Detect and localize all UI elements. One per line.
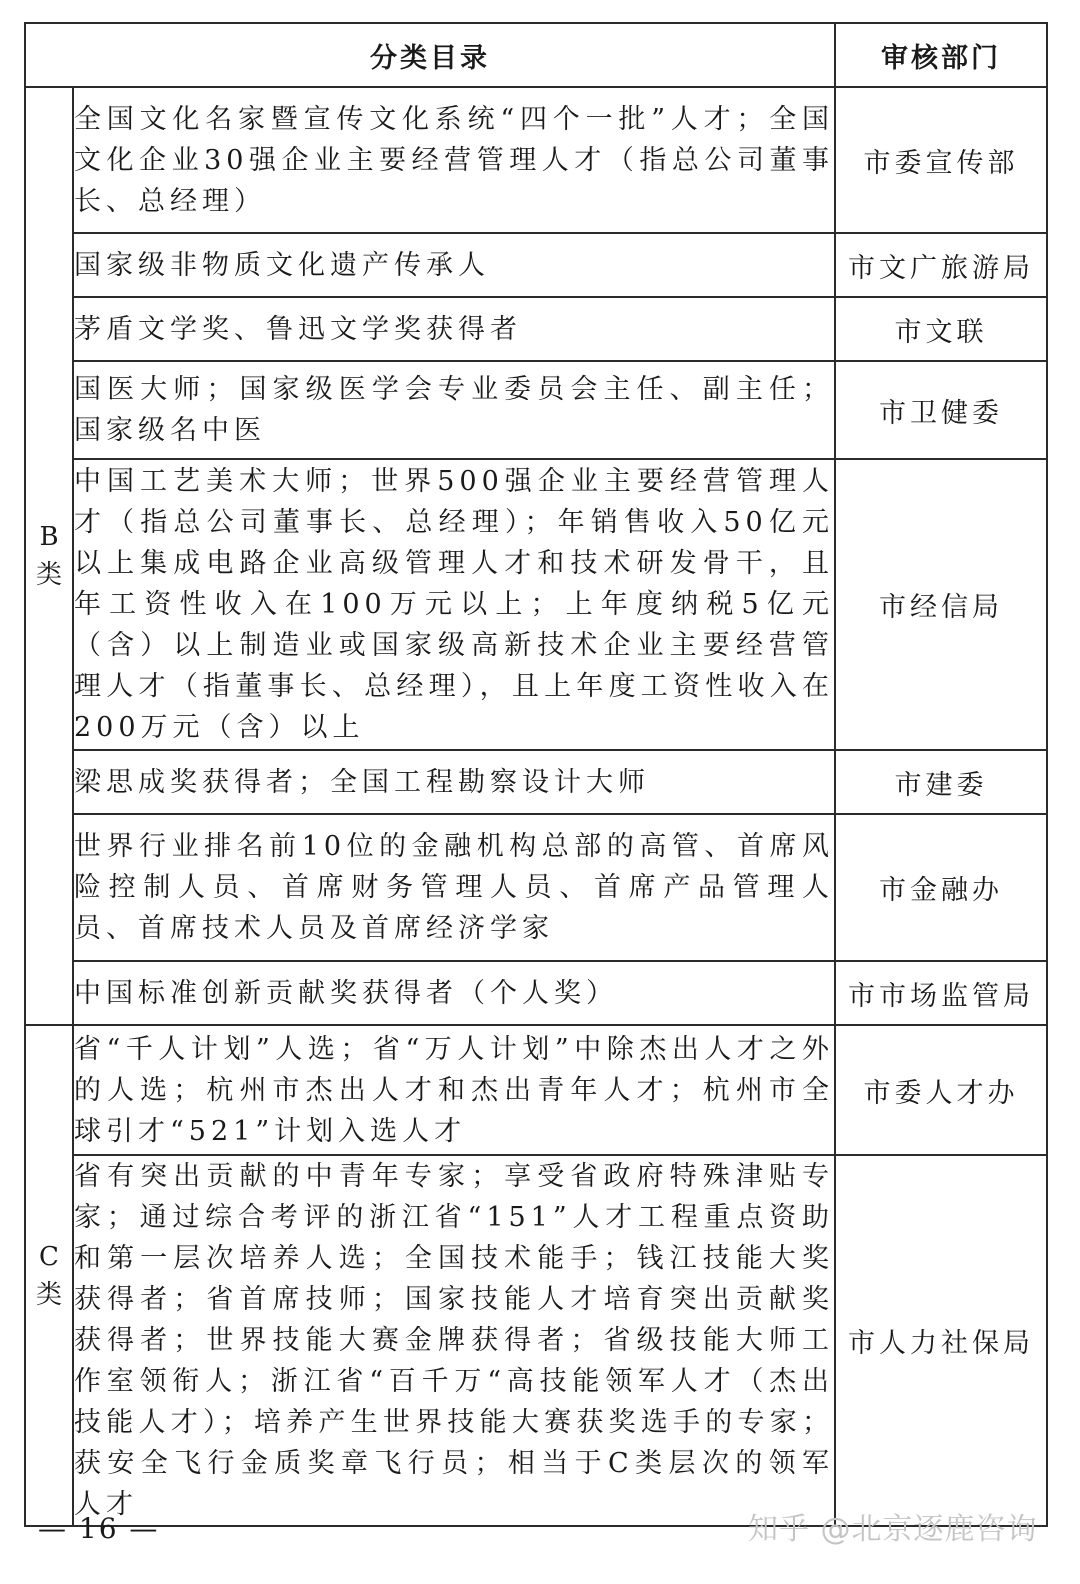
department-cell: 市委宣传部 bbox=[835, 87, 1047, 233]
catalog-cell: 省有突出贡献的中青年专家；享受省政府特殊津贴专家；通过综合考评的浙江省“151”人才工程重点资助和第一层次培养人选；全国技术能手；钱江技能大奖获得者；省首席技师；国家技能人才培育突出贡献奖获得者；世界技能大赛金牌获得者；省级技能大师工作室领衔人；浙江省“百千万“高技能领军人才（杰出技能人才）；培养产生世界技能大赛获奖选手的专家；获安全飞行金质奖章飞行员；相当于C类层次的领军人才 bbox=[73, 1155, 835, 1526]
table-row bbox=[25, 1025, 1047, 1155]
catalog-cell: 省“千人计划”人选；省“万人计划”中除杰出人才之外的人选；杭州市杰出人才和杰出青年人才；杭州市全球引才“521”计划入选人才 bbox=[73, 1025, 835, 1155]
class-label-c bbox=[25, 1025, 73, 1526]
table-row bbox=[25, 814, 1047, 961]
catalog-cell: 国家级非物质文化遗产传承人 bbox=[73, 233, 835, 297]
department-cell: 市金融办 bbox=[835, 814, 1047, 961]
watermark: 知乎 @北京逐鹿咨询 bbox=[748, 1512, 1038, 1547]
header-department: 审核部门 bbox=[835, 23, 1047, 87]
department-cell: 市市场监管局 bbox=[835, 961, 1047, 1025]
table-row bbox=[25, 233, 1047, 297]
class-label-b bbox=[25, 87, 73, 1025]
class-suffix: 类 bbox=[35, 1279, 62, 1310]
department-cell: 市经信局 bbox=[835, 459, 1047, 750]
catalog-cell: 梁思成奖获得者；全国工程勘察设计大师 bbox=[73, 750, 835, 814]
table-row bbox=[25, 297, 1047, 361]
catalog-cell: 国医大师；国家级医学会专业委员会主任、副主任；国家级名中医 bbox=[73, 361, 835, 459]
department-cell: 市文联 bbox=[835, 297, 1047, 361]
table-row bbox=[25, 961, 1047, 1025]
catalog-cell: 全国文化名家暨宣传文化系统“四个一批”人才；全国文化企业30强企业主要经营管理人才（指总公司董事长、总经理） bbox=[73, 87, 835, 233]
header-catalog: 分类目录 bbox=[25, 23, 835, 87]
department-cell: 市文广旅游局 bbox=[835, 233, 1047, 297]
class-letter: C bbox=[39, 1241, 59, 1272]
department-cell: 市卫健委 bbox=[835, 361, 1047, 459]
table-row bbox=[25, 459, 1047, 750]
catalog-cell: 中国工艺美术大师；世界500强企业主要经营管理人才（指总公司董事长、总经理）；年销售收入50亿元以上集成电路企业高级管理人才和技术研发骨干，且年工资性收入在100万元以上；上年度纳税5亿元（含）以上制造业或国家级高新技术企业主要经营管理人才（指董事长、总经理），且上年度工资性收入在200万元（含）以上 bbox=[73, 459, 835, 750]
table-row bbox=[25, 750, 1047, 814]
catalog-cell: 世界行业排名前10位的金融机构总部的高管、首席风险控制人员、首席财务管理人员、首席产品管理人员、首席技术人员及首席经济学家 bbox=[73, 814, 835, 961]
catalog-cell: 茅盾文学奖、鲁迅文学奖获得者 bbox=[73, 297, 835, 361]
talent-catalog-table bbox=[24, 22, 1048, 1527]
table-row bbox=[25, 361, 1047, 459]
table-row bbox=[25, 87, 1047, 233]
catalog-cell: 中国标准创新贡献奖获得者（个人奖） bbox=[73, 961, 835, 1025]
class-suffix: 类 bbox=[35, 560, 62, 590]
department-cell: 市委人才办 bbox=[835, 1025, 1047, 1155]
table-header-row bbox=[25, 23, 1047, 87]
table-row bbox=[25, 1155, 1047, 1526]
page-number: — 16 — bbox=[38, 1512, 160, 1545]
department-cell: 市建委 bbox=[835, 750, 1047, 814]
class-letter: B bbox=[39, 522, 59, 552]
department-cell: 市人力社保局 bbox=[835, 1155, 1047, 1526]
